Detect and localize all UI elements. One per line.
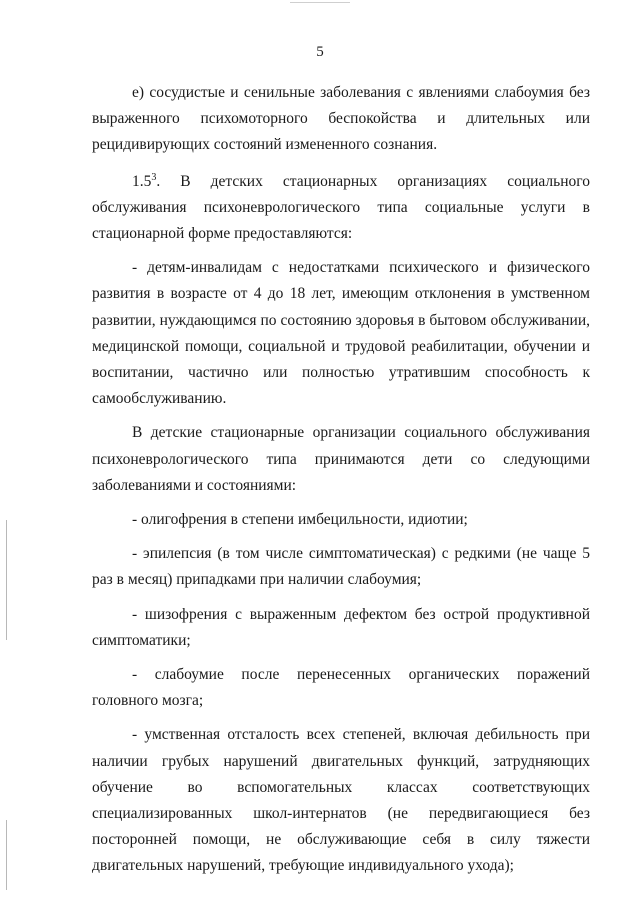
paragraph-children-disabled: - детям-инвалидам с недостатками психического и физического развития в возрасте от 4 до 18 лет, имеющим отклонения в умственном развитии, нуждающимся по состоянию здоровья в бытовом обслуживании, медицинской помощи, социальной и трудовой реабилитации, обучении и воспитании, частично или полностью утратившим способность к самообслуживанию. — [92, 259, 590, 408]
paragraph-item-e: е) сосудистые и сенильные заболевания с явлениями слабоумия без выраженного психомоторного беспокойства и длительных или рецидивирующих состояний измененного сознания. — [92, 84, 590, 154]
list-item-schizophrenia: - шизофрения с выраженным дефектом без острой продуктивной симптоматики; — [92, 605, 590, 649]
list-item-dementia: - слабоумие после перенесенных органических поражений головного мозга; — [92, 666, 590, 710]
page-number: 5 — [316, 44, 324, 60]
list-item-epilepsy: - эпилепсия (в том числе симптоматическая) с редкими (не чаще 5 раз в месяц) припадками при наличии слабоумия; — [92, 545, 590, 589]
list-item-mental-retardation: - умственная отсталость всех степеней, включая дебильность при наличии грубых нарушений двигательных функций, затрудняющих обучение во вспомогательных классах соответствующих специализированных школ-интернатов (не передвигающиеся без посторонней помощи, не обслуживающие себя в силу тяжести двигательных нарушений, требующие индивидуального ухода); — [92, 726, 590, 875]
scan-artifact — [6, 820, 7, 890]
clause-text: . В детских стационарных организациях социального обслуживания психоневрологического типа социальные услуги в стационарной форме предоставляются: — [92, 172, 590, 243]
list-item-oligophrenia: - олигофрения в степени имбецильности, идиотии; — [132, 511, 468, 529]
clause-number: 1.5 — [132, 172, 152, 190]
document-body — [92, 80, 590, 880]
scan-artifact — [6, 520, 7, 640]
paragraph-clause-1-5-3 — [92, 169, 590, 248]
paragraph-admission-conditions: В детские стационарные организации социального обслуживания психоневрологического типа принимаются дети со следующими заболеваниями и состояниями: — [92, 424, 590, 494]
clause-superscript: 3 — [151, 171, 157, 183]
scan-artifact — [290, 2, 350, 3]
